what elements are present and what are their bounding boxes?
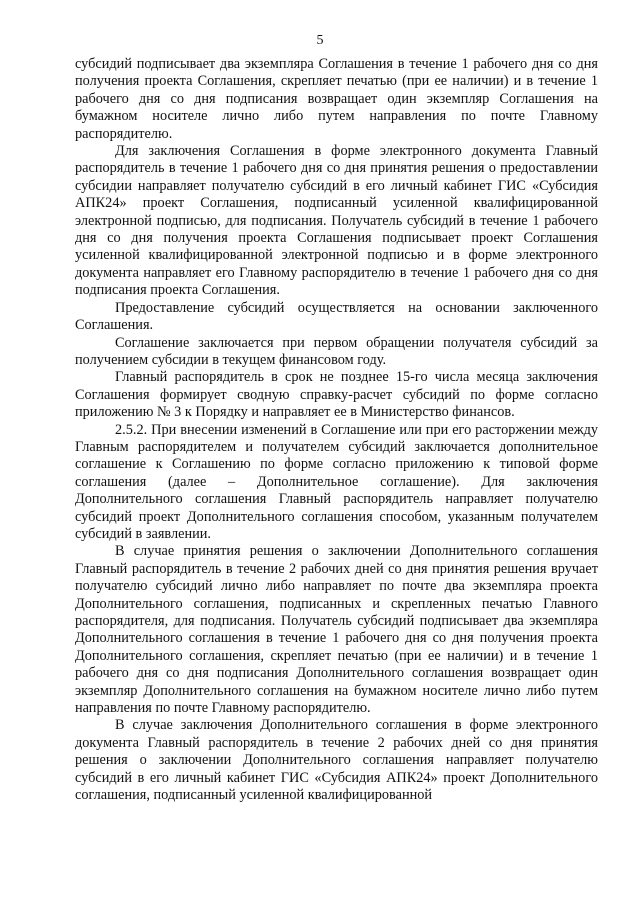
paragraph-section-2-5-2: 2.5.2. При внесении изменений в Соглашение или при его расторжении между Главным распорядителем и получателем субсидий заключается дополнительное соглашение к Соглашению по форме согласно приложению к типовой форме соглашения (далее – Дополнительное соглашение). Для заключения Дополнительного соглашения Главный распорядитель направляет получателю субсидий проект Дополнительного соглашения способом, указанным получателем субсидий в заявлении. — [75, 421, 598, 542]
paragraph-additional-agreement-paper: В случае принятия решения о заключении Дополнительного соглашения Главный распорядитель в течение 2 рабочих дней со дня принятия решения вручает получателю субсидий лично либо направляет по почте два экземпляра проекта Дополнительного соглашения, подписанных и скрепленных печатью Главного распорядителя, для подписания. Получатель субсидий подписывает два экземпляра Дополнительного соглашения в течение 1 рабочего дня со дня получения проекта Дополнительного соглашения, скрепляет печатью (при ее наличии) и в течение 1 рабочего дня со дня подписания Дополнительного соглашения возвращает один экземпляр Дополнительного соглашения на бумажном носителе лично либо путем направления по почте Главному распорядителю. — [75, 543, 598, 717]
paragraph-first-request: Соглашение заключается при первом обращении получателя субсидий за получением субсидии в текущем финансовом году. — [75, 334, 598, 368]
page-number: 5 — [316, 33, 324, 48]
paragraph-electronic-agreement: Для заключения Соглашения в форме электронного документа Главный распорядитель в течение 1 рабочего дня со дня принятия решения о предоставлении субсидии направляет получателю субсидий в его личный кабинет ГИС «Субсидия АПК24» проект Соглашения, подписанный усиленной квалифицированной электронной подписью, для подписания. Получатель субсидий в течение 1 рабочего дня со дня получения проекта Соглашения подписывает проект Соглашения усиленной квалифицированной электронной подписью и в форме электронного документа направляет его Главному распорядителю в течение 1 рабочего дня со дня подписания проекта Соглашения. — [75, 143, 598, 299]
paragraph-continuation: субсидий подписывает два экземпляра Соглашения в течение 1 рабочего дня со дня получения проекта Соглашения, скрепляет печатью (при ее наличии) и в течение 1 рабочего дня со дня подписания возвращает один экземпляр Соглашения на бумажном носителе лично либо путем направления по почте Главному распорядителю. — [75, 56, 598, 142]
paragraph-summary-calculation: Главный распорядитель в срок не позднее 15-го числа месяца заключения Соглашения формирует сводную справку-расчет субсидий по форме согласно приложению № 3 к Порядку и направляет ее в Министерство финансов. — [75, 369, 598, 421]
paragraph-additional-agreement-electronic: В случае заключения Дополнительного соглашения в форме электронного документа Главный распорядитель в течение 2 рабочих дней со дня принятия решения о заключении Дополнительного соглашения направляет получателю субсидий в его личный кабинет ГИС «Субсидия АПК24» проект Дополнительного соглашения, подписанный усиленной квалифицированной — [75, 717, 598, 804]
paragraph-subsidy-basis: Предоставление субсидий осуществляется на основании заключенного Соглашения. — [75, 299, 598, 334]
document-body — [75, 56, 598, 804]
